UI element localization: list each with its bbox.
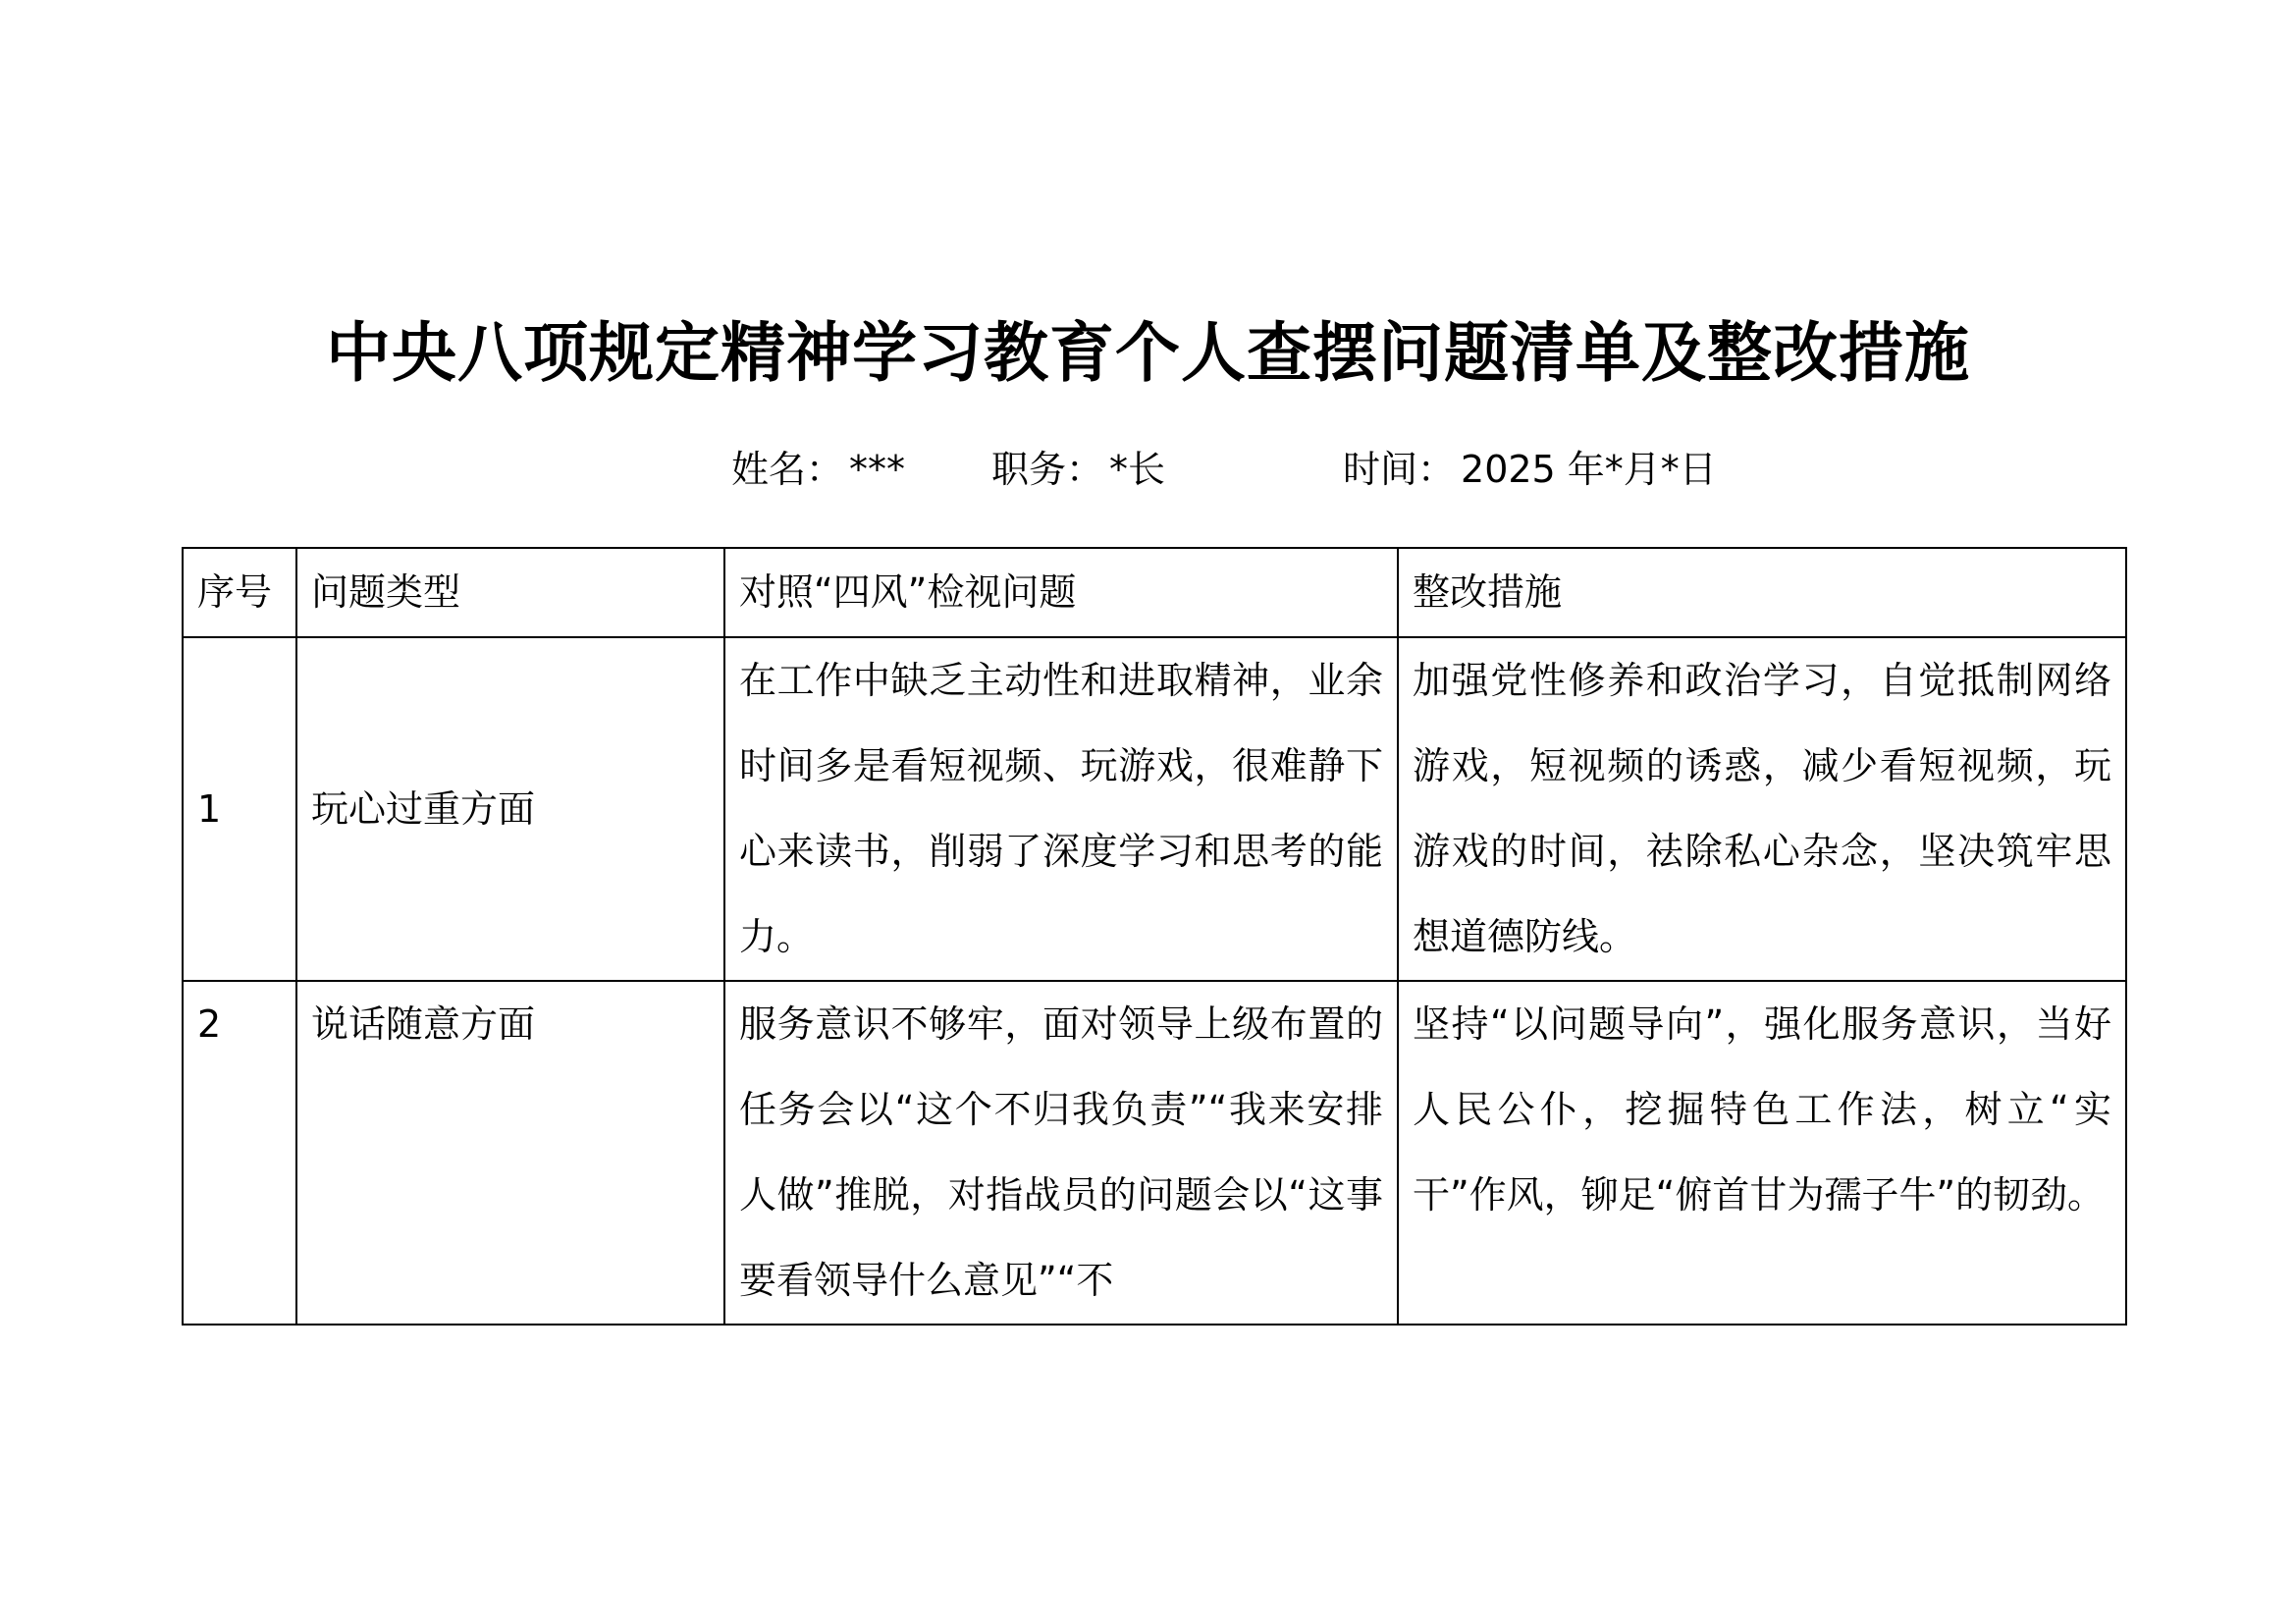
header-seq: 序号 bbox=[183, 548, 296, 637]
row-seq: 1 bbox=[183, 637, 296, 981]
row-measure-cell bbox=[1398, 981, 2126, 1325]
table-row bbox=[183, 981, 2126, 1325]
row-issue-cell bbox=[724, 981, 1398, 1325]
row-measure: 加强党性修养和政治学习，自觉抵制网络游戏，短视频的诱惑，减少看短视频，玩游戏的时间，祛除私心杂念，坚决筑牢思想道德防线。 bbox=[1413, 659, 2111, 958]
table-header-row bbox=[183, 548, 2126, 637]
row-type: 玩心过重方面 bbox=[296, 637, 724, 981]
document-title: 中央八项规定精神学习教育个人查摆问题清单及整改措施 bbox=[326, 314, 1970, 391]
row-type: 说话随意方面 bbox=[296, 981, 724, 1325]
table-row bbox=[183, 637, 2126, 981]
row-measure: 坚持“以问题导向”，强化服务意识，当好人民公仆，挖掘特色工作法，树立“实干”作风，铆足“俯首甘为孺子牛”的韧劲。 bbox=[1413, 1002, 2111, 1217]
header-measure: 整改措施 bbox=[1398, 548, 2126, 637]
row-issue: 在工作中缺乏主动性和进取精神，业余时间多是看短视频、玩游戏，很难静下心来读书，削弱了深度学习和思考的能力。 bbox=[739, 659, 1383, 958]
position-label: 职务： bbox=[991, 448, 1104, 491]
time-label: 时间： bbox=[1343, 448, 1456, 491]
issue-table bbox=[182, 547, 2127, 1325]
header-issue: 对照“四风”检视问题 bbox=[724, 548, 1398, 637]
row-issue-cell bbox=[724, 637, 1398, 981]
time-field bbox=[1343, 442, 1717, 497]
name-field bbox=[731, 442, 905, 497]
name-value: *** bbox=[849, 448, 906, 491]
header-type: 问题类型 bbox=[296, 548, 724, 637]
time-value: 2025 年*月*日 bbox=[1461, 448, 1717, 491]
name-label: 姓名： bbox=[731, 448, 844, 491]
row-measure-cell bbox=[1398, 637, 2126, 981]
row-issue: 服务意识不够牢，面对领导上级布置的任务会以“这个不归我负责”“我来安排人做”推脱，对指战员的问题会以“这事要看领导什么意见”“不 bbox=[739, 1002, 1383, 1302]
position-field bbox=[991, 442, 1165, 497]
row-seq: 2 bbox=[183, 981, 296, 1325]
position-value: *长 bbox=[1109, 448, 1166, 491]
